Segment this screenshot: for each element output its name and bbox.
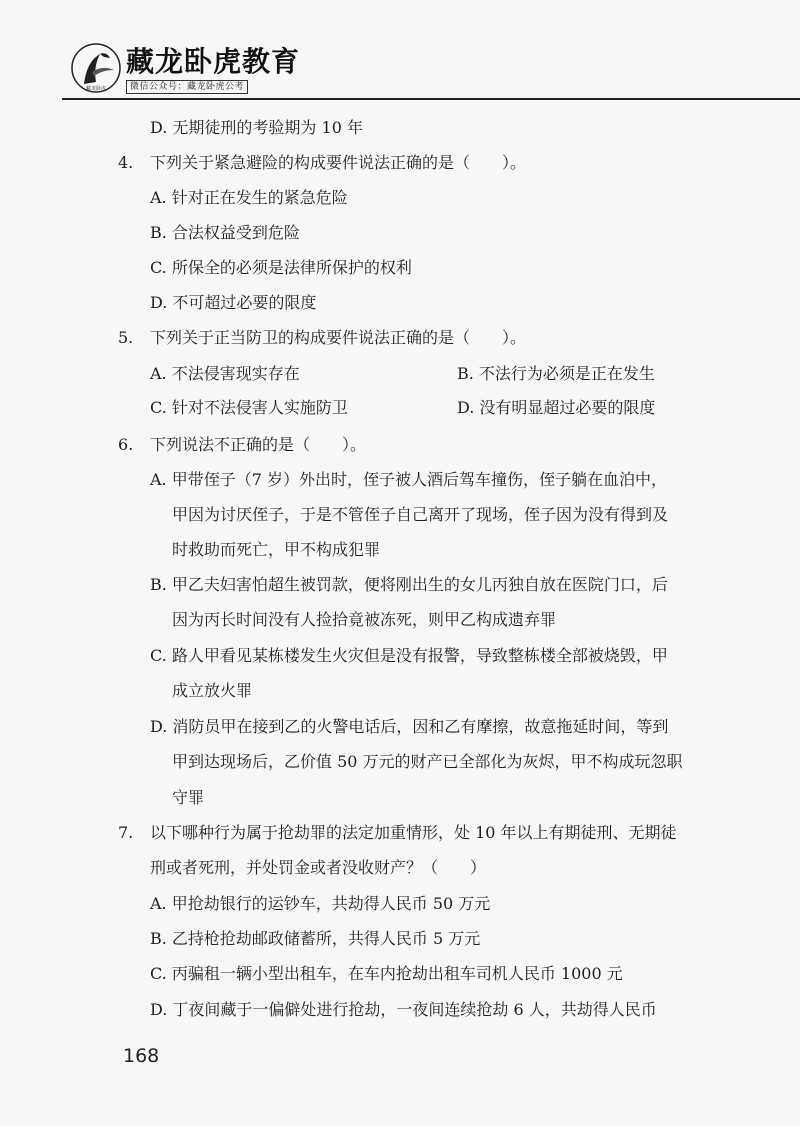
svg-text:藏龙卧虎: 藏龙卧虎 — [85, 86, 107, 92]
q7-option-a: A. 甲抢劫银行的运钞车，共劫得人民币 50 万元 — [150, 894, 491, 913]
q6-option-a-line2: 甲因为讨厌侄子，于是不管侄子自己离开了现场，侄子因为没有得到及 — [172, 505, 669, 524]
q6-stem: 下列说法不正确的是（ ）。 — [150, 435, 367, 454]
q7-stem-line2: 刑或者死刑，并处罚金或者没收财产？（ ） — [150, 858, 487, 877]
q5-option-b: B. 不法行为必须是正在发生 — [457, 364, 655, 383]
brand-name: 藏龙卧虎教育 — [126, 45, 301, 78]
q5-option-a: A. 不法侵害现实存在 — [150, 364, 300, 383]
q7-option-d: D. 丁夜间藏于一偏僻处进行抢劫，一夜间连续抢劫 6 人，共劫得人民币 — [150, 1000, 657, 1019]
q5-option-c: C. 针对不法侵害人实施防卫 — [150, 398, 348, 417]
q5-option-d: D. 没有明显超过必要的限度 — [457, 398, 656, 417]
q6-option-d-line1: D. 消防员甲在接到乙的火警电话后，因和乙有摩擦，故意拖延时间，等到 — [150, 717, 669, 736]
q5-stem: 下列关于正当防卫的构成要件说法正确的是（ ）。 — [150, 328, 527, 347]
q4-number: 4. — [118, 153, 134, 172]
page-header — [0, 0, 800, 100]
q7-number: 7. — [118, 823, 134, 842]
q6-number: 6. — [118, 435, 134, 454]
q4-option-d: D. 不可超过必要的限度 — [150, 293, 317, 312]
q6-option-b-line2: 因为丙长时间没有人捡拾竟被冻死，则甲乙构成遗弃罪 — [172, 610, 557, 629]
brand-subtitle: 微信公众号：藏龙卧虎公考 — [126, 80, 248, 94]
q6-option-d-line2: 甲到达现场后，乙价值 50 万元的财产已全部化为灰烬，甲不构成玩忽职 — [172, 752, 683, 771]
q6-option-a-line3: 时救助而死亡，甲不构成犯罪 — [172, 540, 381, 559]
q5-number: 5. — [118, 328, 134, 347]
q6-option-b-line1: B. 甲乙夫妇害怕超生被罚款，便将刚出生的女儿丙独自放在医院门口，后 — [150, 575, 668, 594]
q7-option-c: C. 丙骗租一辆小型出租车，在车内抢劫出租车司机人民币 1000 元 — [150, 964, 623, 983]
crane-logo-icon — [70, 42, 122, 94]
q6-option-d-line3: 守罪 — [172, 788, 205, 807]
q4-option-a: A. 针对正在发生的紧急危险 — [150, 188, 348, 207]
q6-option-c-line1: C. 路人甲看见某栋楼发生火灾但是没有报警，导致整栋楼全部被烧毁，甲 — [150, 646, 668, 665]
header-divider — [62, 98, 800, 100]
prev-option-d: D. 无期徒刑的考验期为 10 年 — [150, 118, 363, 137]
q6-option-a-line1: A. 甲带侄子（7 岁）外出时，侄子被人酒后驾车撞伤，侄子躺在血泊中， — [150, 470, 667, 489]
q4-option-b: B. 合法权益受到危险 — [150, 223, 300, 242]
page-number: 168 — [123, 1045, 160, 1067]
q7-stem-line1: 以下哪种行为属于抢劫罪的法定加重情形，处 10 年以上有期徒刑、无期徒 — [150, 823, 677, 842]
q4-stem: 下列关于紧急避险的构成要件说法正确的是（ ）。 — [150, 153, 527, 172]
q6-option-c-line2: 成立放火罪 — [172, 681, 253, 700]
q7-option-b: B. 乙持枪抢劫邮政储蓄所，共得人民币 5 万元 — [150, 929, 481, 948]
q4-option-c: C. 所保全的必须是法律所保护的权利 — [150, 258, 412, 277]
